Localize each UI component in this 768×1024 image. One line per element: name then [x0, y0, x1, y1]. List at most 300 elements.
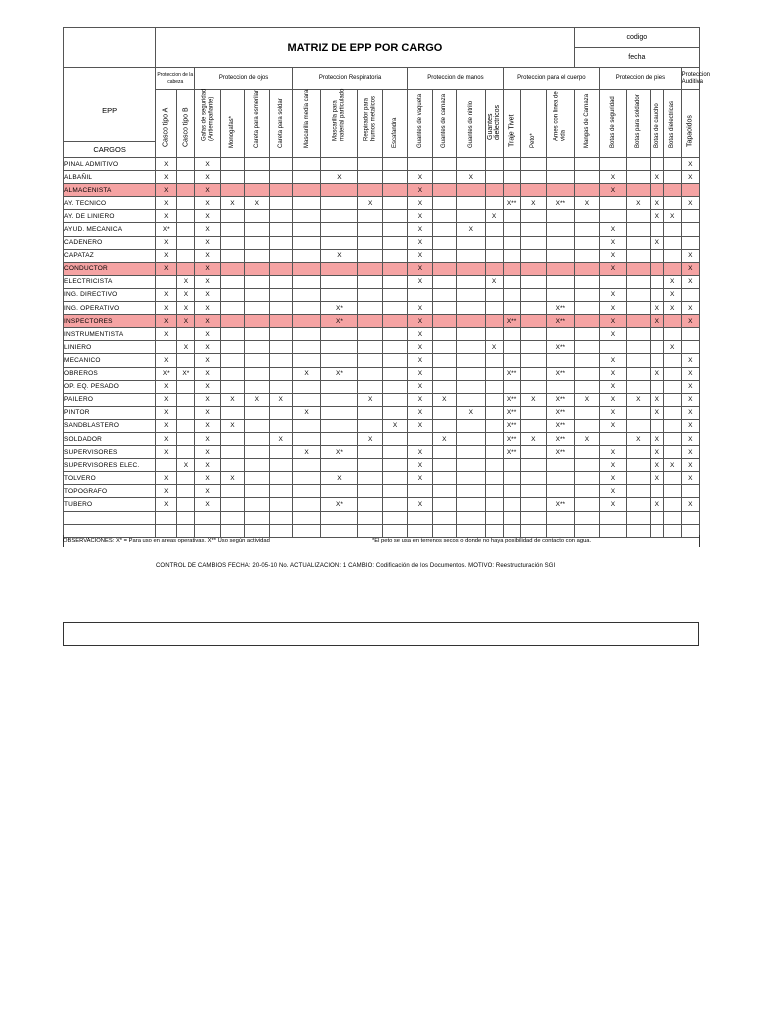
matrix-cell: [485, 432, 503, 445]
matrix-cell: [650, 158, 663, 171]
matrix-cell: [382, 223, 407, 236]
matrix-cell: X: [681, 446, 699, 459]
matrix-cell: X: [195, 210, 220, 223]
matrix-cell: X**: [546, 432, 574, 445]
empty-row: [64, 511, 700, 524]
matrix-cell: [220, 249, 244, 262]
empty-cell: [432, 511, 456, 524]
matrix-cell: [432, 275, 456, 288]
matrix-cell: [456, 275, 485, 288]
matrix-cell: [456, 249, 485, 262]
matrix-cell: [432, 158, 456, 171]
matrix-cell: [220, 341, 244, 354]
matrix-cell: [520, 275, 546, 288]
cargo-cell: LINIERO: [64, 341, 156, 354]
matrix-cell: [485, 498, 503, 511]
matrix-cell: [220, 446, 244, 459]
group-header: Proteccion Auditiva: [681, 68, 699, 90]
matrix-cell: [456, 459, 485, 472]
matrix-cell: X: [195, 419, 220, 432]
matrix-cell: X: [650, 472, 663, 485]
matrix-cell: [358, 262, 382, 275]
group-header: Proteccion Respiratoria: [292, 68, 407, 90]
empty-cell: [456, 511, 485, 524]
matrix-cell: [574, 328, 599, 341]
cargo-cell: AY. TECNICO: [64, 197, 156, 210]
matrix-cell: [269, 197, 292, 210]
column-header-label: Careta para esmerilar: [253, 89, 260, 148]
matrix-cell: [382, 498, 407, 511]
matrix-cell: X**: [546, 498, 574, 511]
matrix-cell: [220, 158, 244, 171]
matrix-cell: [432, 354, 456, 367]
matrix-cell: [177, 406, 195, 419]
matrix-cell: [485, 249, 503, 262]
table-row: [64, 158, 700, 171]
matrix-cell: [520, 367, 546, 380]
matrix-cell: [245, 249, 269, 262]
matrix-cell: [663, 393, 681, 406]
matrix-cell: X: [663, 288, 681, 301]
matrix-cell: [663, 367, 681, 380]
matrix-cell: [546, 158, 574, 171]
matrix-cell: X: [681, 262, 699, 275]
logo-placeholder: [64, 28, 156, 68]
matrix-cell: X**: [503, 432, 520, 445]
empty-cell: [358, 511, 382, 524]
matrix-cell: [177, 328, 195, 341]
matrix-cell: [503, 380, 520, 393]
epp-matrix-sheet: [63, 27, 711, 538]
matrix-cell: [432, 249, 456, 262]
matrix-cell: X: [681, 393, 699, 406]
matrix-cell: [292, 302, 321, 315]
group-header: Proteccion de la cabeza: [156, 68, 195, 90]
matrix-cell: [220, 367, 244, 380]
matrix-cell: [503, 341, 520, 354]
table-row: [64, 485, 700, 498]
matrix-cell: X: [520, 432, 546, 445]
matrix-cell: [546, 210, 574, 223]
matrix-cell: X*: [321, 367, 358, 380]
matrix-cell: [663, 249, 681, 262]
matrix-cell: X: [600, 446, 626, 459]
matrix-cell: [382, 288, 407, 301]
column-header: [321, 90, 358, 158]
matrix-cell: X: [408, 236, 432, 249]
matrix-cell: [292, 275, 321, 288]
matrix-cell: X: [156, 236, 177, 249]
matrix-cell: [358, 184, 382, 197]
matrix-cell: [574, 249, 599, 262]
column-header-label: Botas para soldador: [635, 93, 642, 148]
matrix-cell: [382, 354, 407, 367]
matrix-cell: [520, 249, 546, 262]
matrix-cell: X: [358, 432, 382, 445]
matrix-cell: [245, 419, 269, 432]
matrix-cell: [574, 485, 599, 498]
empty-cell: [195, 511, 220, 524]
matrix-cell: [245, 210, 269, 223]
matrix-cell: [292, 472, 321, 485]
matrix-cell: X: [220, 197, 244, 210]
matrix-cell: [485, 393, 503, 406]
matrix-cell: X: [292, 367, 321, 380]
matrix-cell: X: [600, 419, 626, 432]
matrix-cell: [321, 328, 358, 341]
matrix-cell: X: [195, 354, 220, 367]
matrix-cell: [663, 197, 681, 210]
matrix-cell: X: [195, 432, 220, 445]
matrix-cell: [663, 498, 681, 511]
empty-cell: [382, 511, 407, 524]
matrix-cell: [503, 472, 520, 485]
column-header: [520, 90, 546, 158]
matrix-cell: [574, 315, 599, 328]
cargo-cell: INSTRUMENTISTA: [64, 328, 156, 341]
column-header-label: Escafandra: [391, 117, 398, 148]
cargo-cell: PINAL ADMITIVO: [64, 158, 156, 171]
matrix-cell: [485, 315, 503, 328]
matrix-cell: X: [681, 171, 699, 184]
matrix-cell: X*: [156, 223, 177, 236]
matrix-cell: X: [245, 393, 269, 406]
matrix-cell: [456, 393, 485, 406]
matrix-cell: [382, 393, 407, 406]
matrix-cell: [245, 236, 269, 249]
matrix-cell: [177, 171, 195, 184]
matrix-cell: X: [600, 367, 626, 380]
matrix-cell: X: [321, 249, 358, 262]
matrix-cell: [546, 288, 574, 301]
matrix-cell: X: [681, 459, 699, 472]
empty-cell: [485, 524, 503, 537]
matrix-cell: [220, 236, 244, 249]
matrix-cell: [382, 459, 407, 472]
matrix-cell: [220, 262, 244, 275]
matrix-cell: X: [382, 419, 407, 432]
group-header: Proteccion para el cuerpo: [503, 68, 600, 90]
matrix-cell: [503, 354, 520, 367]
matrix-cell: X*: [321, 302, 358, 315]
matrix-cell: [220, 223, 244, 236]
matrix-cell: [408, 158, 432, 171]
empty-cell: [220, 524, 244, 537]
matrix-cell: [456, 328, 485, 341]
matrix-cell: [626, 485, 650, 498]
matrix-cell: [245, 498, 269, 511]
matrix-cell: [358, 171, 382, 184]
column-header-label: Botas dielectricas: [668, 100, 675, 148]
matrix-cell: [432, 184, 456, 197]
matrix-cell: [520, 341, 546, 354]
matrix-cell: X: [195, 275, 220, 288]
matrix-cell: [503, 171, 520, 184]
matrix-cell: [358, 288, 382, 301]
matrix-cell: [245, 223, 269, 236]
page-title: MATRIZ DE EPP POR CARGO: [156, 28, 575, 68]
matrix-cell: X: [650, 236, 663, 249]
matrix-cell: X**: [546, 341, 574, 354]
matrix-cell: [245, 459, 269, 472]
matrix-cell: [546, 472, 574, 485]
matrix-cell: X: [626, 393, 650, 406]
matrix-cell: [220, 459, 244, 472]
matrix-cell: [269, 367, 292, 380]
cargo-cell: SUPERVISORES ELEC.: [64, 459, 156, 472]
matrix-cell: X**: [546, 393, 574, 406]
empty-cell: [408, 511, 432, 524]
matrix-cell: X: [156, 171, 177, 184]
matrix-cell: X: [600, 472, 626, 485]
matrix-cell: [574, 367, 599, 380]
matrix-cell: X: [195, 249, 220, 262]
column-header: [546, 90, 574, 158]
matrix-cell: [503, 249, 520, 262]
matrix-cell: [321, 275, 358, 288]
matrix-cell: [456, 485, 485, 498]
matrix-cell: [408, 288, 432, 301]
matrix-cell: X*: [177, 367, 195, 380]
matrix-cell: [663, 184, 681, 197]
column-header-label: Arnes con linea de vida: [553, 91, 567, 141]
matrix-cell: [432, 223, 456, 236]
cargo-cell: OBREROS: [64, 367, 156, 380]
matrix-cell: X: [600, 498, 626, 511]
matrix-cell: [681, 328, 699, 341]
matrix-cell: [382, 432, 407, 445]
column-header-label: Gafas de seguridad (Antiempañante): [201, 88, 214, 141]
matrix-cell: [574, 223, 599, 236]
column-header: [382, 90, 407, 158]
matrix-cell: [432, 302, 456, 315]
matrix-cell: [382, 197, 407, 210]
matrix-cell: [382, 302, 407, 315]
matrix-cell: [269, 158, 292, 171]
matrix-cell: [485, 328, 503, 341]
matrix-cell: [626, 315, 650, 328]
matrix-cell: X: [156, 380, 177, 393]
matrix-cell: X: [156, 158, 177, 171]
table-row: [64, 393, 700, 406]
matrix-cell: X: [408, 197, 432, 210]
matrix-cell: [574, 341, 599, 354]
matrix-cell: X: [663, 302, 681, 315]
table-row: [64, 275, 700, 288]
column-header: [600, 90, 626, 158]
matrix-cell: [321, 485, 358, 498]
column-header: [358, 90, 382, 158]
matrix-cell: [269, 380, 292, 393]
matrix-cell: X: [408, 262, 432, 275]
matrix-cell: [663, 171, 681, 184]
matrix-cell: [574, 210, 599, 223]
matrix-cell: X: [195, 498, 220, 511]
column-header-label: Casco tipo A: [162, 107, 170, 147]
matrix-cell: [485, 367, 503, 380]
matrix-cell: [663, 223, 681, 236]
table-row: [64, 197, 700, 210]
matrix-cell: [574, 472, 599, 485]
matrix-cell: [626, 302, 650, 315]
matrix-cell: [432, 315, 456, 328]
matrix-cell: [520, 210, 546, 223]
matrix-cell: [245, 275, 269, 288]
matrix-cell: [156, 341, 177, 354]
matrix-cell: [456, 432, 485, 445]
matrix-cell: X: [292, 406, 321, 419]
matrix-cell: [650, 354, 663, 367]
matrix-cell: [382, 315, 407, 328]
matrix-cell: [432, 197, 456, 210]
matrix-cell: [321, 288, 358, 301]
matrix-cell: X**: [546, 302, 574, 315]
matrix-cell: [626, 171, 650, 184]
matrix-cell: X: [408, 315, 432, 328]
matrix-cell: X: [408, 354, 432, 367]
cargo-cell: CONDUCTOR: [64, 262, 156, 275]
column-header: [503, 90, 520, 158]
matrix-cell: X: [681, 275, 699, 288]
matrix-cell: [177, 393, 195, 406]
matrix-cell: [681, 288, 699, 301]
column-header: [456, 90, 485, 158]
matrix-cell: [245, 432, 269, 445]
matrix-cell: [432, 380, 456, 393]
matrix-cell: [269, 341, 292, 354]
matrix-cell: X: [220, 393, 244, 406]
matrix-cell: X: [485, 275, 503, 288]
matrix-cell: [432, 236, 456, 249]
table-row: [64, 367, 700, 380]
matrix-cell: [574, 380, 599, 393]
matrix-cell: X**: [503, 446, 520, 459]
matrix-cell: X: [156, 328, 177, 341]
epp-matrix-table: [63, 27, 711, 538]
matrix-cell: [456, 236, 485, 249]
matrix-cell: [292, 393, 321, 406]
matrix-cell: [382, 210, 407, 223]
table-row: [64, 302, 700, 315]
matrix-cell: [220, 354, 244, 367]
matrix-cell: [546, 236, 574, 249]
matrix-cell: [600, 158, 626, 171]
cargo-cell: PAILERO: [64, 393, 156, 406]
matrix-cell: X: [408, 459, 432, 472]
matrix-cell: [269, 275, 292, 288]
matrix-cell: [269, 485, 292, 498]
matrix-cell: X: [195, 288, 220, 301]
matrix-cell: [546, 262, 574, 275]
matrix-cell: [321, 262, 358, 275]
cargo-cell: ING. DIRECTIVO: [64, 288, 156, 301]
empty-cell: [546, 511, 574, 524]
empty-cell: [156, 524, 177, 537]
matrix-cell: X: [195, 341, 220, 354]
matrix-cell: [626, 472, 650, 485]
matrix-cell: [177, 158, 195, 171]
column-header: [220, 90, 244, 158]
matrix-cell: [626, 210, 650, 223]
matrix-cell: [292, 184, 321, 197]
empty-cell: [456, 524, 485, 537]
table-row: [64, 171, 700, 184]
matrix-cell: X: [600, 236, 626, 249]
column-header: [681, 90, 699, 158]
matrix-cell: [663, 485, 681, 498]
matrix-cell: [574, 459, 599, 472]
matrix-cell: [626, 236, 650, 249]
matrix-cell: [245, 262, 269, 275]
cargo-cell: TUBERO: [64, 498, 156, 511]
matrix-cell: [245, 406, 269, 419]
matrix-cell: X: [650, 446, 663, 459]
cargo-cell: ING. OPERATIVO: [64, 302, 156, 315]
matrix-cell: [358, 419, 382, 432]
matrix-cell: [292, 328, 321, 341]
matrix-cell: X: [156, 184, 177, 197]
column-header: [485, 90, 503, 158]
matrix-cell: X: [681, 158, 699, 171]
matrix-cell: [546, 171, 574, 184]
matrix-cell: X: [195, 406, 220, 419]
matrix-cell: [245, 315, 269, 328]
matrix-cell: [503, 210, 520, 223]
matrix-cell: [358, 236, 382, 249]
matrix-cell: X: [195, 302, 220, 315]
cargo-cell: ALBAÑIL: [64, 171, 156, 184]
matrix-cell: [456, 184, 485, 197]
matrix-cell: [456, 210, 485, 223]
matrix-cell: [292, 498, 321, 511]
matrix-cell: [432, 171, 456, 184]
matrix-cell: X: [177, 341, 195, 354]
matrix-cell: [292, 380, 321, 393]
matrix-cell: [520, 288, 546, 301]
matrix-cell: X: [195, 171, 220, 184]
matrix-cell: [269, 302, 292, 315]
matrix-cell: [503, 288, 520, 301]
matrix-cell: [220, 184, 244, 197]
matrix-cell: [520, 459, 546, 472]
matrix-cell: [432, 262, 456, 275]
matrix-cell: [432, 419, 456, 432]
matrix-cell: [503, 498, 520, 511]
matrix-cell: X: [663, 341, 681, 354]
matrix-cell: [432, 210, 456, 223]
matrix-cell: X: [195, 459, 220, 472]
empty-cell: [574, 511, 599, 524]
matrix-cell: X: [408, 341, 432, 354]
empty-cell: [600, 511, 626, 524]
matrix-cell: X: [156, 249, 177, 262]
matrix-cell: X: [408, 302, 432, 315]
matrix-cell: [626, 367, 650, 380]
matrix-cell: X: [600, 302, 626, 315]
cargos-label: CARGOS: [64, 141, 155, 154]
matrix-cell: [269, 354, 292, 367]
matrix-cell: [626, 446, 650, 459]
matrix-cell: [358, 485, 382, 498]
matrix-cell: [382, 184, 407, 197]
matrix-cell: X: [626, 432, 650, 445]
matrix-cell: [663, 432, 681, 445]
column-header-label: Guantes de nitrilo: [467, 100, 474, 148]
empty-cell: [650, 524, 663, 537]
matrix-cell: [520, 406, 546, 419]
matrix-cell: [485, 419, 503, 432]
matrix-cell: [358, 210, 382, 223]
